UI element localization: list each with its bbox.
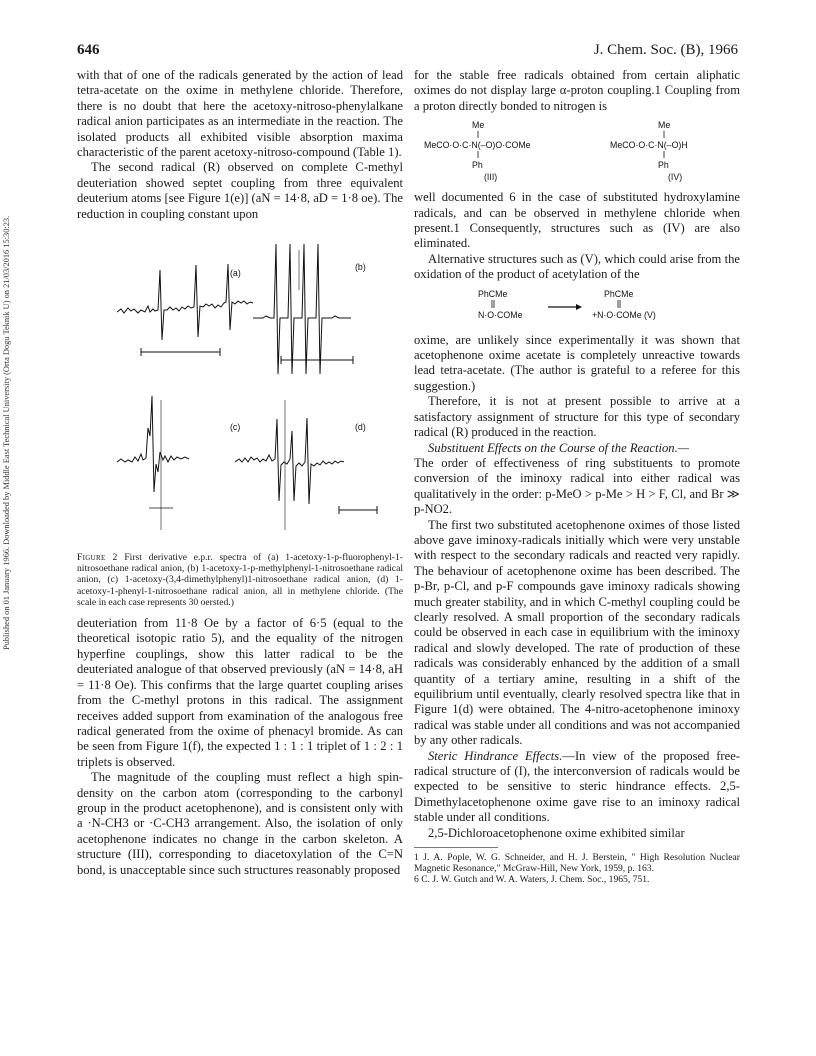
right-paragraph-1: for the stable free radicals obtained from certain aliphatic oximes do not display large α-proton coupling.1 Coupling from a proton directly bonded to nitrogen is [414, 68, 740, 113]
struct-III-bottom: Ph [472, 160, 483, 171]
right-paragraph-8 [414, 749, 740, 826]
page-number: 646 [77, 42, 100, 58]
spectrum-d [235, 418, 344, 504]
footnote-6: 6 C. J. W. Gutch and W. A. Waters, J. Chem. Soc., 1965, 751. [414, 874, 650, 886]
left-paragraph-1: with that of one of the radicals generated by the action of lead tetra-acetate on the oxime in methylene chloride. Therefore, there is no doubt that here the acetoxy-nitroso-phenylalkane radical anion participates as an intermediate in the reaction. The isolated products all exhibited visible absorption maxima characteristic of the parent acetoxy-nitroso-compound (Table 1). [77, 68, 403, 160]
left-column [77, 68, 403, 878]
panel-label-a: (a) [230, 268, 241, 279]
footnote-rule [414, 847, 498, 848]
panel-label-d: (d) [355, 422, 366, 433]
right-column [414, 68, 740, 886]
structures-III-IV [414, 118, 740, 184]
struct-IV-top: Me [658, 120, 671, 131]
subsection-heading-substituent [414, 441, 740, 456]
struct-IV-bottom: Ph [658, 160, 669, 171]
left-paragraph-2: The second radical (R) observed on complete C-methyl deuteriation showed septet coupling from three equivalent deuterium atoms [see Figure 1(e)] (aN = 14·8, aD = 1·8 oe). The reduction in coupling constant upon [77, 160, 403, 221]
struct-III-main: MeCO·O·C·N(–O)O·COMe [424, 140, 531, 151]
journal-header: J. Chem. Soc. (B), 1966 [593, 42, 738, 58]
right-paragraph-4: oxime, are unlikely since experimentally it was shown that acetophenone oxime acetate is completely unreactive towards lead tetra-acetate. (The author is grateful to a referee for this suggestion.) [414, 332, 740, 393]
right-paragraph-8-text: —In view of the proposed free-radical structure of (I), the interconversion of radicals would be expected to be sensitive to steric hindrance effects. 2,5-Dimethylacetophenone oxime gave rise to an iminoxy radical stable under all conditions. [414, 748, 740, 825]
right-paragraph-3: Alternative structures such as (V), which could arise from the oxidation of the product of acetylation of the [414, 251, 740, 282]
figure-caption-label: Figure 2 [77, 552, 118, 564]
struct-V-right-top: PhCMe [604, 288, 634, 299]
panel-label-c: (c) [230, 422, 241, 433]
epr-spectra-figure [77, 230, 403, 548]
struct-V-left-bottom: N·O·COMe [478, 309, 523, 320]
spectrum-b [253, 244, 351, 374]
structure-V [414, 287, 740, 327]
spectrum-c [117, 396, 189, 492]
struct-V-right-bottom: +N·O·COMe (V) [592, 309, 656, 320]
struct-III-top: Me [472, 120, 485, 131]
download-watermark: Published on 01 January 1966. Downloaded by Middle East Technical University (Orta Dogu Teknik U) on 21/03/2016 15:30:23. [2, 215, 11, 650]
right-paragraph-9: 2,5-Dichloroacetophenone oxime exhibited similar [428, 825, 685, 840]
left-paragraph-3: deuteriation from 11·8 Oe by a factor of 6·5 (equal to the theoretical isotopic ratio 5), and the equality of the nitrogen hyperfine couplings, show this latter radical to be the deuteriated analogue of that observed previously (aN = 14·8, aH = 11·8 Oe). This confirms that the large quartet coupling arises from the C-methyl protons in this radical. The assignment receives added support from examination of the analogous free radical generated from the oxime of phenacyl bromide. As can be seen from Figure 1(f), the expected 1 : 1 : 1 triplet of 1 : 2 : 1 triplets is observed. [77, 616, 403, 769]
figure-caption-text: First derivative e.p.r. spectra of (a) 1-acetoxy-1-p-fluorophenyl-1-nitrosoethane radical anion, (b) 1-acetoxy-1-p-methylphenyl-1-nitrosoethane radical anion, (c) 1-acetoxy-(3,4-dimethylphenyl)1-nitrosoethane radical anion, (d) 1-acetoxy-1-phenyl-1-nitrosoethane radical anion, all in methylene chloride. (The scale in each case represents 30 oersted.) [77, 552, 403, 608]
struct-III-label: (III) [484, 172, 498, 183]
footnote-1: 1 J. A. Pople, W. G. Schneider, and H. J. Berstein, " High Resolution Nuclear Magnetic Resonance," McGraw-Hill, New York, 1959, p. 163. [414, 852, 740, 875]
right-paragraph-5: Therefore, it is not at present possible to arrive at a satisfactory assignment of structure for this type of secondary radical (R) produced in the reaction. [414, 394, 740, 440]
figure-caption [77, 552, 403, 608]
right-paragraph-7: The first two substituted acetophenone oximes of those listed above gave iminoxy-radicals initially which were very unstable with respect to the secondary radicals and reacted very rapidly. The behaviour of acetophenone oxime has been described. The p-Br, p-Cl, and p-F compounds gave iminoxy radicals showing much greater stability, and in which C-methyl coupling could be clearly resolved. A small proportion of the secondary radicals could be observed in each case in equilibrium with the iminoxy radical and slowly developed. The rate of production of these radicals was considerably enhanced by the addition of a small quantity of a tertiary amine, resulting in a shift of the equilibrium until eventually, clearly resolved spectra like that in Figure 1(d) were obtained. The 4-nitro-acetophenone iminoxy radical was stable under all conditions and was not accompanied by any other radicals. [414, 517, 740, 748]
left-paragraph-4: The magnitude of the coupling must reflect a high spin-density on the carbon atom (corresponding to the carbonyl group in the product acetophenone), and is consistent only with a ·N-CH3 or ·C-CH3 arrangement. Also, the isolation of only acetophenone indicates no change in the carbon skeleton. A structure (III), corresponding to diacetoxylation of the C=N bond, is unacceptable since such structures reasonably proposed [77, 770, 403, 877]
struct-IV-main: MeCO·O·C·N(–O)H [610, 140, 688, 151]
figure-2 [77, 230, 403, 608]
subsection-heading-1: Substituent Effects on the Course of the Reaction.— [428, 440, 689, 455]
struct-V-left-top: PhCMe [478, 288, 508, 299]
right-paragraph-2: well documented 6 in the case of substituted hydroxylamine radicals, and can be observed in methylene chloride when present.1 Consequently, structures such as (IV) are also eliminated. [414, 190, 740, 251]
subsection-heading-2: Steric Hindrance Effects. [428, 748, 563, 763]
right-paragraph-6: The order of effectiveness of ring substituents to promote conversion of the iminoxy radical into either radical was qualitatively in the order: p-MeO > p-Me > H > F, Cl, and Br ≫ p-NO2. [414, 455, 740, 517]
panel-label-b: (b) [355, 262, 366, 273]
struct-IV-label: (IV) [668, 172, 683, 183]
footnotes [414, 847, 740, 886]
